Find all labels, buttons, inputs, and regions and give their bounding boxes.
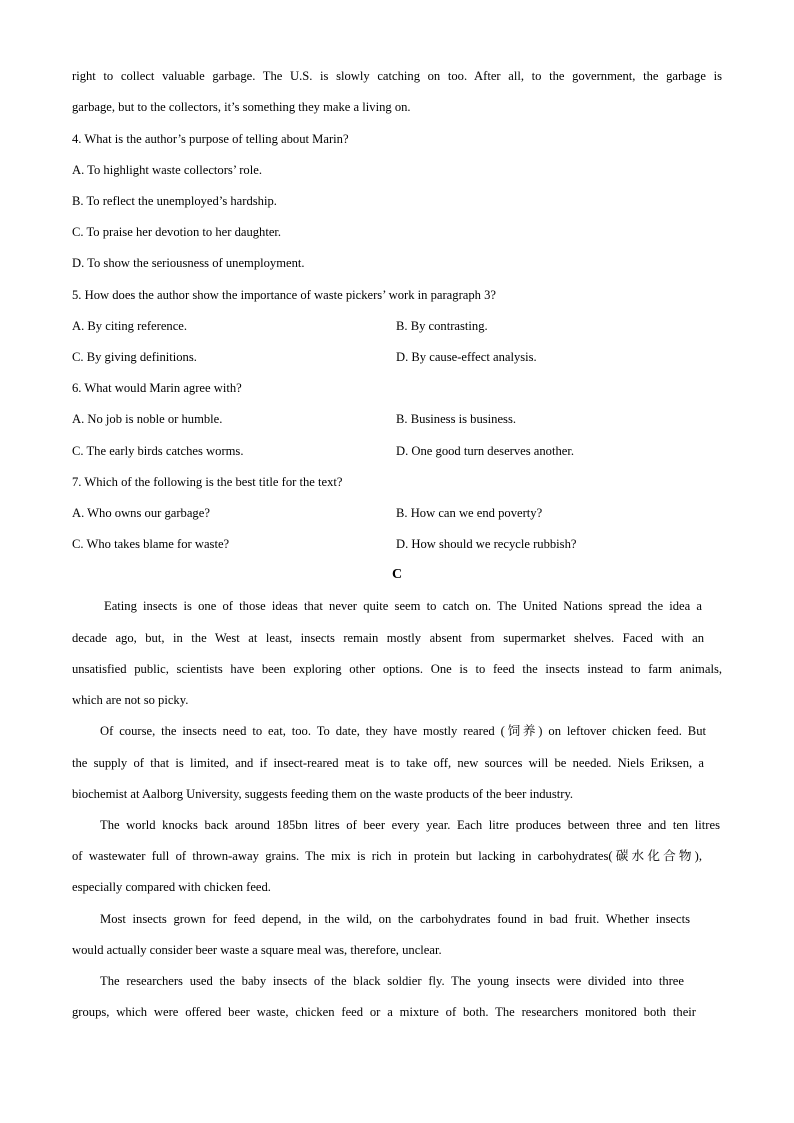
section-heading: C — [391, 567, 403, 582]
paragraph-line: which are not so picky. — [72, 693, 189, 707]
answer-option: A. To highlight waste collectors’ role. — [72, 163, 262, 177]
paragraph-line: groups, which were offered beer waste, chicken feed or a mixture of both. The researchers monitored both their — [72, 1005, 696, 1019]
answer-option: B. How can we end poverty? — [396, 506, 543, 520]
passage-b-line: right to collect valuable garbage. The U.S. is slowly catching on too. After all, to the government, the garbage is — [72, 69, 722, 83]
answer-option: D. To show the seriousness of unemployment. — [72, 256, 305, 270]
answer-option: D. One good turn deserves another. — [396, 444, 575, 458]
paragraph-line: decade ago, but, in the West at least, insects remain mostly absent from supermarket shelves. Faced with an — [72, 631, 704, 645]
answer-option: C. To praise her devotion to her daughter. — [72, 225, 282, 239]
question-stem: 4. What is the author’s purpose of telling about Marin? — [72, 132, 349, 146]
paragraph-line: Eating insects is one of those ideas that never quite seem to catch on. The United Nations spread the idea a — [104, 599, 702, 613]
question-stem: 5. How does the author show the importance of waste pickers’ work in paragraph 3? — [72, 288, 496, 302]
answer-option: B. To reflect the unemployed’s hardship. — [72, 194, 277, 208]
paragraph-line: of wastewater full of thrown-away grains. The mix is rich in protein but lacking in carbohydrates(碳水化合物), — [72, 849, 702, 863]
answer-option: A. No job is noble or humble. — [72, 412, 223, 426]
question-stem: 7. Which of the following is the best title for the text? — [72, 475, 343, 489]
paragraph-line: Most insects grown for feed depend, in the wild, on the carbohydrates found in bad fruit. Whether insects — [100, 912, 690, 926]
answer-option: C. Who takes blame for waste? — [72, 537, 230, 551]
question-stem: 6. What would Marin agree with? — [72, 381, 242, 395]
answer-option: C. By giving definitions. — [72, 350, 197, 364]
answer-option: B. Business is business. — [396, 412, 517, 426]
paragraph-line: Of course, the insects need to eat, too. To date, they have mostly reared (饲养) on leftover chicken feed. But — [100, 724, 706, 738]
passage-b-line: garbage, but to the collectors, it’s something they make a living on. — [72, 100, 411, 114]
paragraph-line: especially compared with chicken feed. — [72, 880, 271, 894]
answer-option: A. Who owns our garbage? — [72, 506, 210, 520]
answer-option: B. By contrasting. — [396, 319, 488, 333]
paragraph-line: the supply of that is limited, and if insect-reared meat is to take off, new sources will be needed. Niels Eriksen, a — [72, 756, 704, 770]
paragraph-line: biochemist at Aalborg University, suggests feeding them on the waste products of the beer industry. — [72, 787, 574, 801]
answer-option: D. By cause-effect analysis. — [396, 350, 537, 364]
paragraph-line: unsatisfied public, scientists have been exploring other options. One is to feed the insects instead to farm animals, — [72, 662, 722, 676]
paragraph-line: The researchers used the baby insects of the black soldier fly. The young insects were divided into three — [100, 974, 684, 988]
answer-option: D. How should we recycle rubbish? — [396, 537, 577, 551]
answer-option: C. The early birds catches worms. — [72, 444, 244, 458]
answer-option: A. By citing reference. — [72, 319, 188, 333]
paragraph-line: The world knocks back around 185bn litres of beer every year. Each litre produces between three and ten litres — [100, 818, 720, 832]
paragraph-line: would actually consider beer waste a square meal was, therefore, unclear. — [72, 943, 442, 957]
